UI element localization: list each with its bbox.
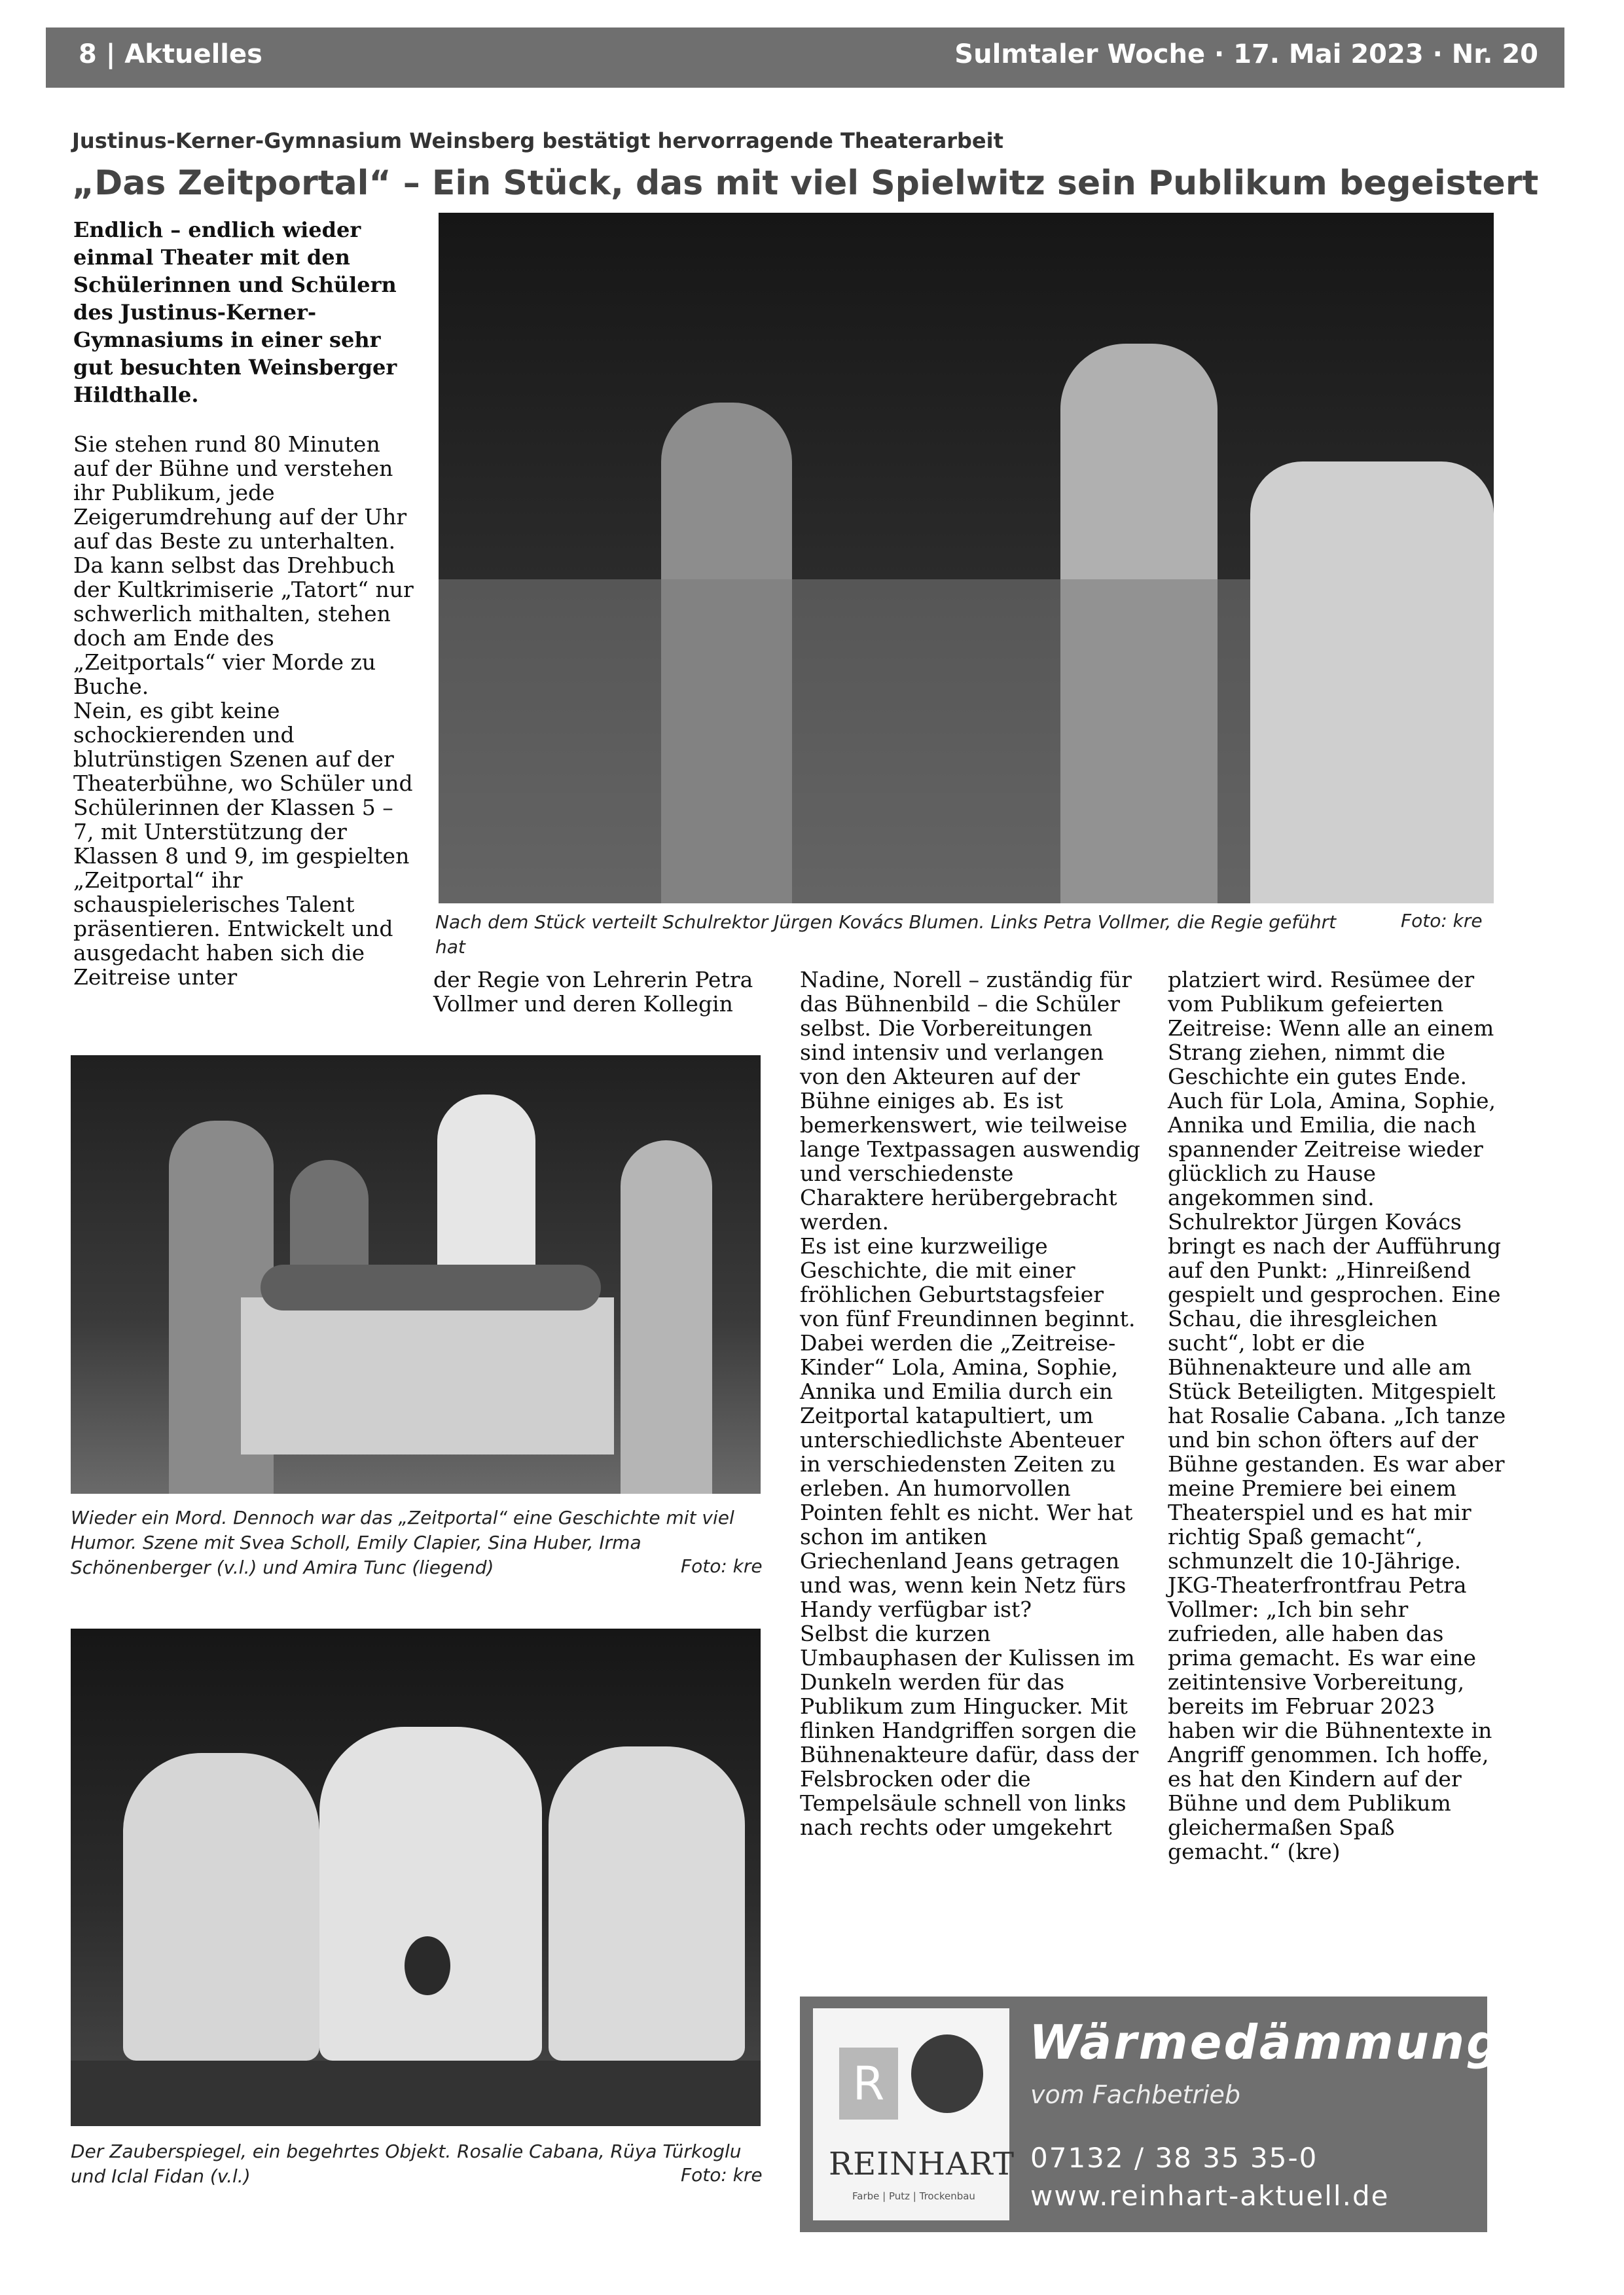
section-label: 8 | Aktuelles [79,39,262,69]
figure-girl [319,1727,542,2061]
ad-phone: 07132 / 38 35 35-0 [1030,2142,1318,2174]
figure-girls-right [1250,461,1494,903]
article-column-2 [433,967,774,1016]
photo-mirror [71,1629,761,2126]
article-kicker: Justinus-Kerner-Gymnasium Weinsberg bestätigt hervorragende Theaterarbeit [72,128,1003,153]
paint-splash-icon [911,2034,983,2113]
article-column-4 [1168,967,1508,1864]
photo-main-credit: Foto: kre [1401,910,1483,931]
photo-scene [71,1055,761,1494]
reinhart-logo [813,2008,1015,2220]
ad-brand: REINHART [829,2146,1015,2182]
figure-girl [549,1746,745,2061]
paragraph: Nein, es gibt keine schockierenden und blutrünstigen Szenen auf der Theaterbühne, wo Schüler und Schülerinnen der Klassen 5 – 7, mit Unterstützung der Klassen 8 und 9, im gespielten „Zeitportal“ ihr schauspielerisches Talent präsentieren. Entwickelt und ausgedacht haben sich die Zeitreise unter [73,698,413,990]
paragraph: Nadine, Norell – zuständig für das Bühnenbild – die Schüler selbst. Die Vorbereitungen sind intensiv und verlangen von den Akteuren auf der Bühne einiges ab. Es ist bemerkenswert, wie teilweise lange Textpassagen auswendig und verschiedenste Charaktere herübergebracht werden. [800,967,1140,1235]
article-lead: Endlich – endlich wieder einmal Theater mit den Schülerinnen und Schülern des Justinus-Kerner-Gymnasiums in einer sehr gut besuchten Weinsberger Hildthalle. [73,217,397,407]
paragraph: JKG-Theaterfrontfrau Petra Vollmer: „Ich bin sehr zufrieden, alle haben das prima gemacht. Es war eine zeitintensive Vorbereitung, bereits im Februar 2023 haben wir die Bühnentexte in Angriff genommen. Ich hoffe, es hat den Kindern auf der Bühne und dem Publikum gleichermaßen Spaß gemacht.“ (kre) [1168,1572,1492,1864]
article-column-3 [800,967,1140,1839]
paragraph: platziert wird. Resümee der vom Publikum gefeierten Zeitreise: Wenn alle an einem Strang ziehen, nimmt die Geschichte ein gutes Ende. Auch für Lola, Amina, Sophie, Annika und Emilia, die nach spannender Zeitreise wieder glücklich zu Hause angekommen sind. [1168,967,1496,1210]
photo-mirror-caption: Der Zauberspiegel, ein begehrtes Objekt. Rosalie Cabana, Rüya Türkoglu und Iclal Fidan (v.l.) [71,2141,742,2187]
photo-scene-caption: Wieder ein Mord. Dennoch war das „Zeitportal“ eine Geschichte mit viel Humor. Szene mit Svea Scholl, Emily Clapier, Sina Huber, Irma Schönenberger (v.l.) und Amira Tunc (liegend) [71,1507,734,1578]
paragraph: der Regie von Lehrerin Petra Vollmer und deren Kollegin [433,967,753,1017]
article-column-1 [73,432,414,989]
reinhart-r-icon: R [839,2048,898,2120]
publication-info: Sulmtaler Woche · 17. Mai 2023 · Nr. 20 [954,39,1538,69]
ad-title: Wärmedämmung [1029,2015,1502,2070]
ad-subtitle: vom Fachbetrieb [1030,2080,1241,2109]
paragraph: Es ist eine kurzweilige Geschichte, die mit einer fröhlichen Geburtstagsfeier von fünf Freundinnen beginnt. Dabei werden die „Zeitreise-Kinder“ Lola, Amina, Sophie, Annika und Emilia durch ein Zeitportal katapultiert, um unterschiedlichste Abenteuer in verschiedensten Zeiten zu erleben. An humorvollen Pointen fehlt es nicht. Wer hat schon im antiken Griechenland Jeans getragen und was, wenn kein Netz fürs Handy verfügbar ist? [800,1233,1136,1622]
figure-girl [123,1753,319,2061]
ad-brand-sub: Farbe | Putz | Trockenbau [852,2190,975,2202]
photo-scene-credit: Foto: kre [681,1555,763,1577]
photo-mirror-credit: Foto: kre [681,2164,763,2186]
mirror-prop [405,1936,450,1995]
table-prop [241,1297,614,1455]
ad-url: www.reinhart-aktuell.de [1030,2180,1390,2212]
figure-actor [621,1140,712,1494]
page-header-bar [46,27,1564,88]
stage-floor [71,2061,761,2126]
photo-main [439,213,1494,903]
paragraph: Schulrektor Jürgen Kovács bringt es nach der Aufführung auf den Punkt: „Hinreißend gespielt und gesprochen. Eine Schau, die ihresgleichen sucht“, lobt er die Bühnenakteure und alle am Stück Beteiligten. Mitgespielt hat Rosalie Cabana. „Ich tanze und bin schon öfters auf der Bühne gestanden. Es war aber meine Premiere bei einem Theaterspiel und es hat mir richtig Spaß gemacht“, schmunzelt die 10-Jährige. [1168,1209,1506,1574]
advertisement-reinhart [800,1997,1502,2232]
paragraph: Selbst die kurzen Umbauphasen der Kulissen im Dunkeln werden für das Publikum zum Hingucker. Mit flinken Handgriffen sorgen die Bühnenakteure dafür, dass der Felsbrocken oder die Tempelsäule schnell von links nach rechts oder umgekehrt [800,1621,1139,1840]
figure-lying [261,1265,601,1310]
article-headline: „Das Zeitportal“ – Ein Stück, das mit viel Spielwitz sein Publikum begeistert [72,164,1539,203]
paragraph: Sie stehen rund 80 Minuten auf der Bühne und verstehen ihr Publikum, jede Zeigerumdrehung auf der Uhr auf das Beste zu unterhalten. Da kann selbst das Drehbuch der Kultkrimiserie „Tatort“ nur schwerlich mithalten, stehen doch am Ende des „Zeitportals“ vier Morde zu Buche. [73,431,414,699]
photo-main-caption: Nach dem Stück verteilt Schulrektor Jürgen Kovács Blumen. Links Petra Vollmer, die Regie geführt hat [435,911,1337,958]
